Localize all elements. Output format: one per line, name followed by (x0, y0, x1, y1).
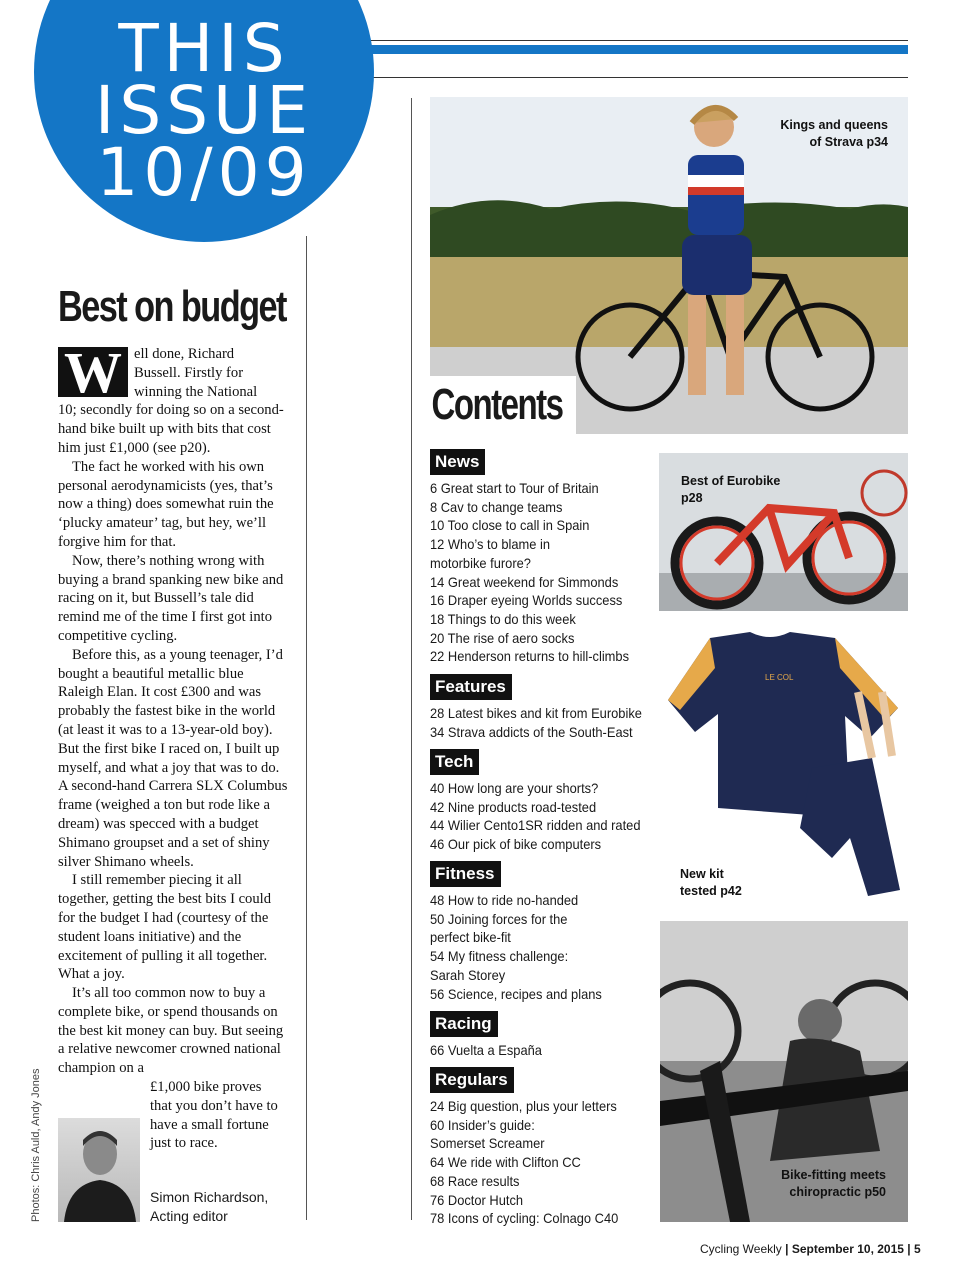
section-list (430, 779, 640, 854)
contents-item[interactable]: 8 Cav to change teams (430, 498, 563, 515)
section-racing (430, 1011, 552, 1060)
contents-item[interactable]: 46 Our pick of bike computers (430, 836, 602, 853)
editor-role: Acting editor (150, 1208, 228, 1224)
bike-fitting-caption (772, 1167, 886, 1201)
header-rule-bottom (368, 77, 908, 78)
caption-line: New kit (680, 867, 724, 881)
section-label: Tech (430, 749, 479, 775)
contents-item[interactable]: 16 Draper eyeing Worlds success (430, 592, 623, 609)
footer-date: September 10, 2015 (791, 1242, 904, 1256)
contents-item[interactable]: 48 How to ride no-handed (430, 892, 579, 908)
lead-line: ell done, Richard (134, 346, 235, 362)
tail-line: just to race. (150, 1135, 218, 1152)
editorial-paragraph: I still remember piecing it all together, getting the best bits I could for the budget I had (courtesy of the student loans initiative) and the excitement of pulling it all together. What a joy. (58, 872, 272, 983)
editor-signature (150, 1188, 268, 1226)
column-divider-left (306, 236, 307, 1220)
contents-item[interactable]: 64 We ride with Clifton CC (430, 1154, 581, 1171)
contents-item[interactable]: 44 Wilier Cento1SR ridden and rated (430, 817, 641, 834)
contents-item[interactable]: perfect bike-fit (430, 929, 511, 946)
caption-line: tested p42 (680, 884, 742, 898)
section-list (430, 1041, 542, 1060)
contents-item[interactable]: 14 Great weekend for Simmonds (430, 573, 619, 590)
page-footer: Cycling Weekly | September 10, 2015 | 5 (700, 1242, 921, 1256)
editorial-paragraph: The fact he worked with his own personal aerodynamicists (yes, that’s now a thing) does somewhat ruin the ‘plucky amateur’ tag, but hey, we’ll forgive him for that. (58, 458, 274, 550)
editorial-title: Best on budget (58, 282, 286, 331)
section-label: Features (430, 674, 512, 700)
section-regulars (430, 1067, 635, 1228)
section-label: Regulars (430, 1067, 514, 1093)
caption-line: Kings and queens (780, 118, 888, 132)
contents-title: Contents (431, 380, 563, 429)
caption-line: Bike-fitting meets (781, 1168, 886, 1182)
strava-caption (770, 117, 888, 151)
contents-item[interactable]: 50 Joining forces for the (430, 910, 568, 927)
contents-item[interactable]: 56 Science, recipes and plans (430, 985, 602, 1002)
contents-item[interactable]: 42 Nine products road-tested (430, 798, 597, 815)
editorial-body (58, 340, 288, 1153)
editorial-paragraph: 10; secondly for doing so on a second-hand bike built up with bits that cost him just £1,000 (see p20). (58, 402, 284, 456)
section-label: News (430, 449, 485, 475)
editor-portrait (58, 1118, 140, 1222)
contents-item[interactable]: 10 Too close to call in Spain (430, 517, 590, 534)
tail-line: that you don’t have to (150, 1097, 278, 1114)
header-rule-top (368, 40, 908, 41)
header-rule-blue (368, 45, 908, 54)
section-label: Racing (430, 1011, 498, 1037)
contents-title-box (430, 376, 576, 436)
lead-line: Bussell. Firstly for (134, 364, 244, 381)
contents-item[interactable]: 24 Big question, plus your letters (430, 1098, 617, 1114)
issue-line-3: 10/09 (96, 134, 312, 211)
contents-item[interactable]: 68 Race results (430, 1172, 520, 1189)
section-features (430, 674, 660, 741)
caption-line: of Strava p34 (809, 135, 888, 149)
issue-line-2: ISSUE (94, 72, 314, 149)
section-list (430, 1097, 618, 1228)
contents-item[interactable]: 66 Vuelta a España (430, 1042, 542, 1058)
editorial-paragraph: Now, there’s nothing wrong with buying a brand spanking new bike and racing on it, but Bussell’s tale did remind me of the time I first got into competitive cycling. (58, 552, 284, 644)
tail-line: have a small fortune (150, 1116, 269, 1133)
tail-line: £1,000 bike proves (150, 1079, 262, 1096)
section-news (430, 449, 646, 666)
section-fitness (430, 861, 617, 1003)
contents-item[interactable]: 22 Henderson returns to hill-climbs (430, 648, 630, 665)
contents-item[interactable]: 54 My fitness challenge: (430, 948, 569, 965)
contents-item[interactable]: motorbike furore? (430, 554, 531, 571)
editor-name: Simon Richardson, (150, 1189, 269, 1205)
contents-item[interactable]: 60 Insider’s guide: (430, 1116, 535, 1133)
contents-item[interactable]: 20 The rise of aero socks (430, 629, 575, 646)
caption-line: chiropractic p50 (789, 1185, 886, 1199)
section-list (430, 704, 642, 741)
contents-item[interactable]: 12 Who’s to blame in (430, 536, 551, 553)
footer-publication: Cycling Weekly (700, 1242, 782, 1256)
contents-item[interactable]: 40 How long are your shorts? (430, 780, 599, 796)
contents-item[interactable]: Sarah Storey (430, 966, 506, 983)
editorial-paragraph: Before this, as a young teenager, I’d bought a beautiful metallic blue Raleigh Elan. It cost £300 and was probably the fastest bike in the world (at least it was to a 13-year-old boy). But the first bike I raced on, I built up myself, and what a joy that was to do. A second-hand Carrera SLX Columbus frame (weighed a ton but rode like a dream) was specced with a budget Shimano groupset and a set of shiny silver Shimano wheels. (58, 646, 288, 870)
eurobike-caption (681, 473, 785, 507)
contents-item[interactable]: 6 Great start to Tour of Britain (430, 480, 599, 496)
lead-line: winning the National (134, 383, 258, 400)
footer-page-number: 5 (913, 1242, 921, 1256)
editorial-paragraph: It’s all too common now to buy a complete bike, or spend thousands on the best kit money can buy. But seeing a relative newcomer crowned national champion on a (58, 985, 284, 1077)
contents-item[interactable]: 28 Latest bikes and kit from Eurobike (430, 705, 642, 721)
issue-circle-text (34, 10, 374, 211)
caption-line: Best of Eurobike (681, 474, 781, 488)
contents-item[interactable]: Somerset Screamer (430, 1135, 545, 1152)
contents-item[interactable]: 78 Icons of cycling: Colnago C40 (430, 1210, 619, 1227)
issue-line-1: THIS (118, 10, 290, 87)
section-list (430, 891, 602, 1003)
drop-cap: W (58, 347, 128, 397)
contents-item[interactable]: 76 Doctor Hutch (430, 1191, 524, 1208)
section-label: Fitness (430, 861, 501, 887)
contents-item[interactable]: 34 Strava addicts of the South-East (430, 723, 633, 740)
contents-item[interactable]: 18 Things to do this week (430, 610, 576, 627)
section-tech (430, 749, 659, 854)
caption-line: p28 (681, 491, 703, 505)
section-list (430, 479, 629, 666)
column-divider-right (411, 98, 412, 1220)
kit-photo (660, 628, 910, 900)
jersey-logo: LE COL (765, 673, 794, 682)
kit-caption (680, 866, 770, 900)
photo-credit: Photos: Chris Auld, Andy Jones (30, 1068, 42, 1222)
